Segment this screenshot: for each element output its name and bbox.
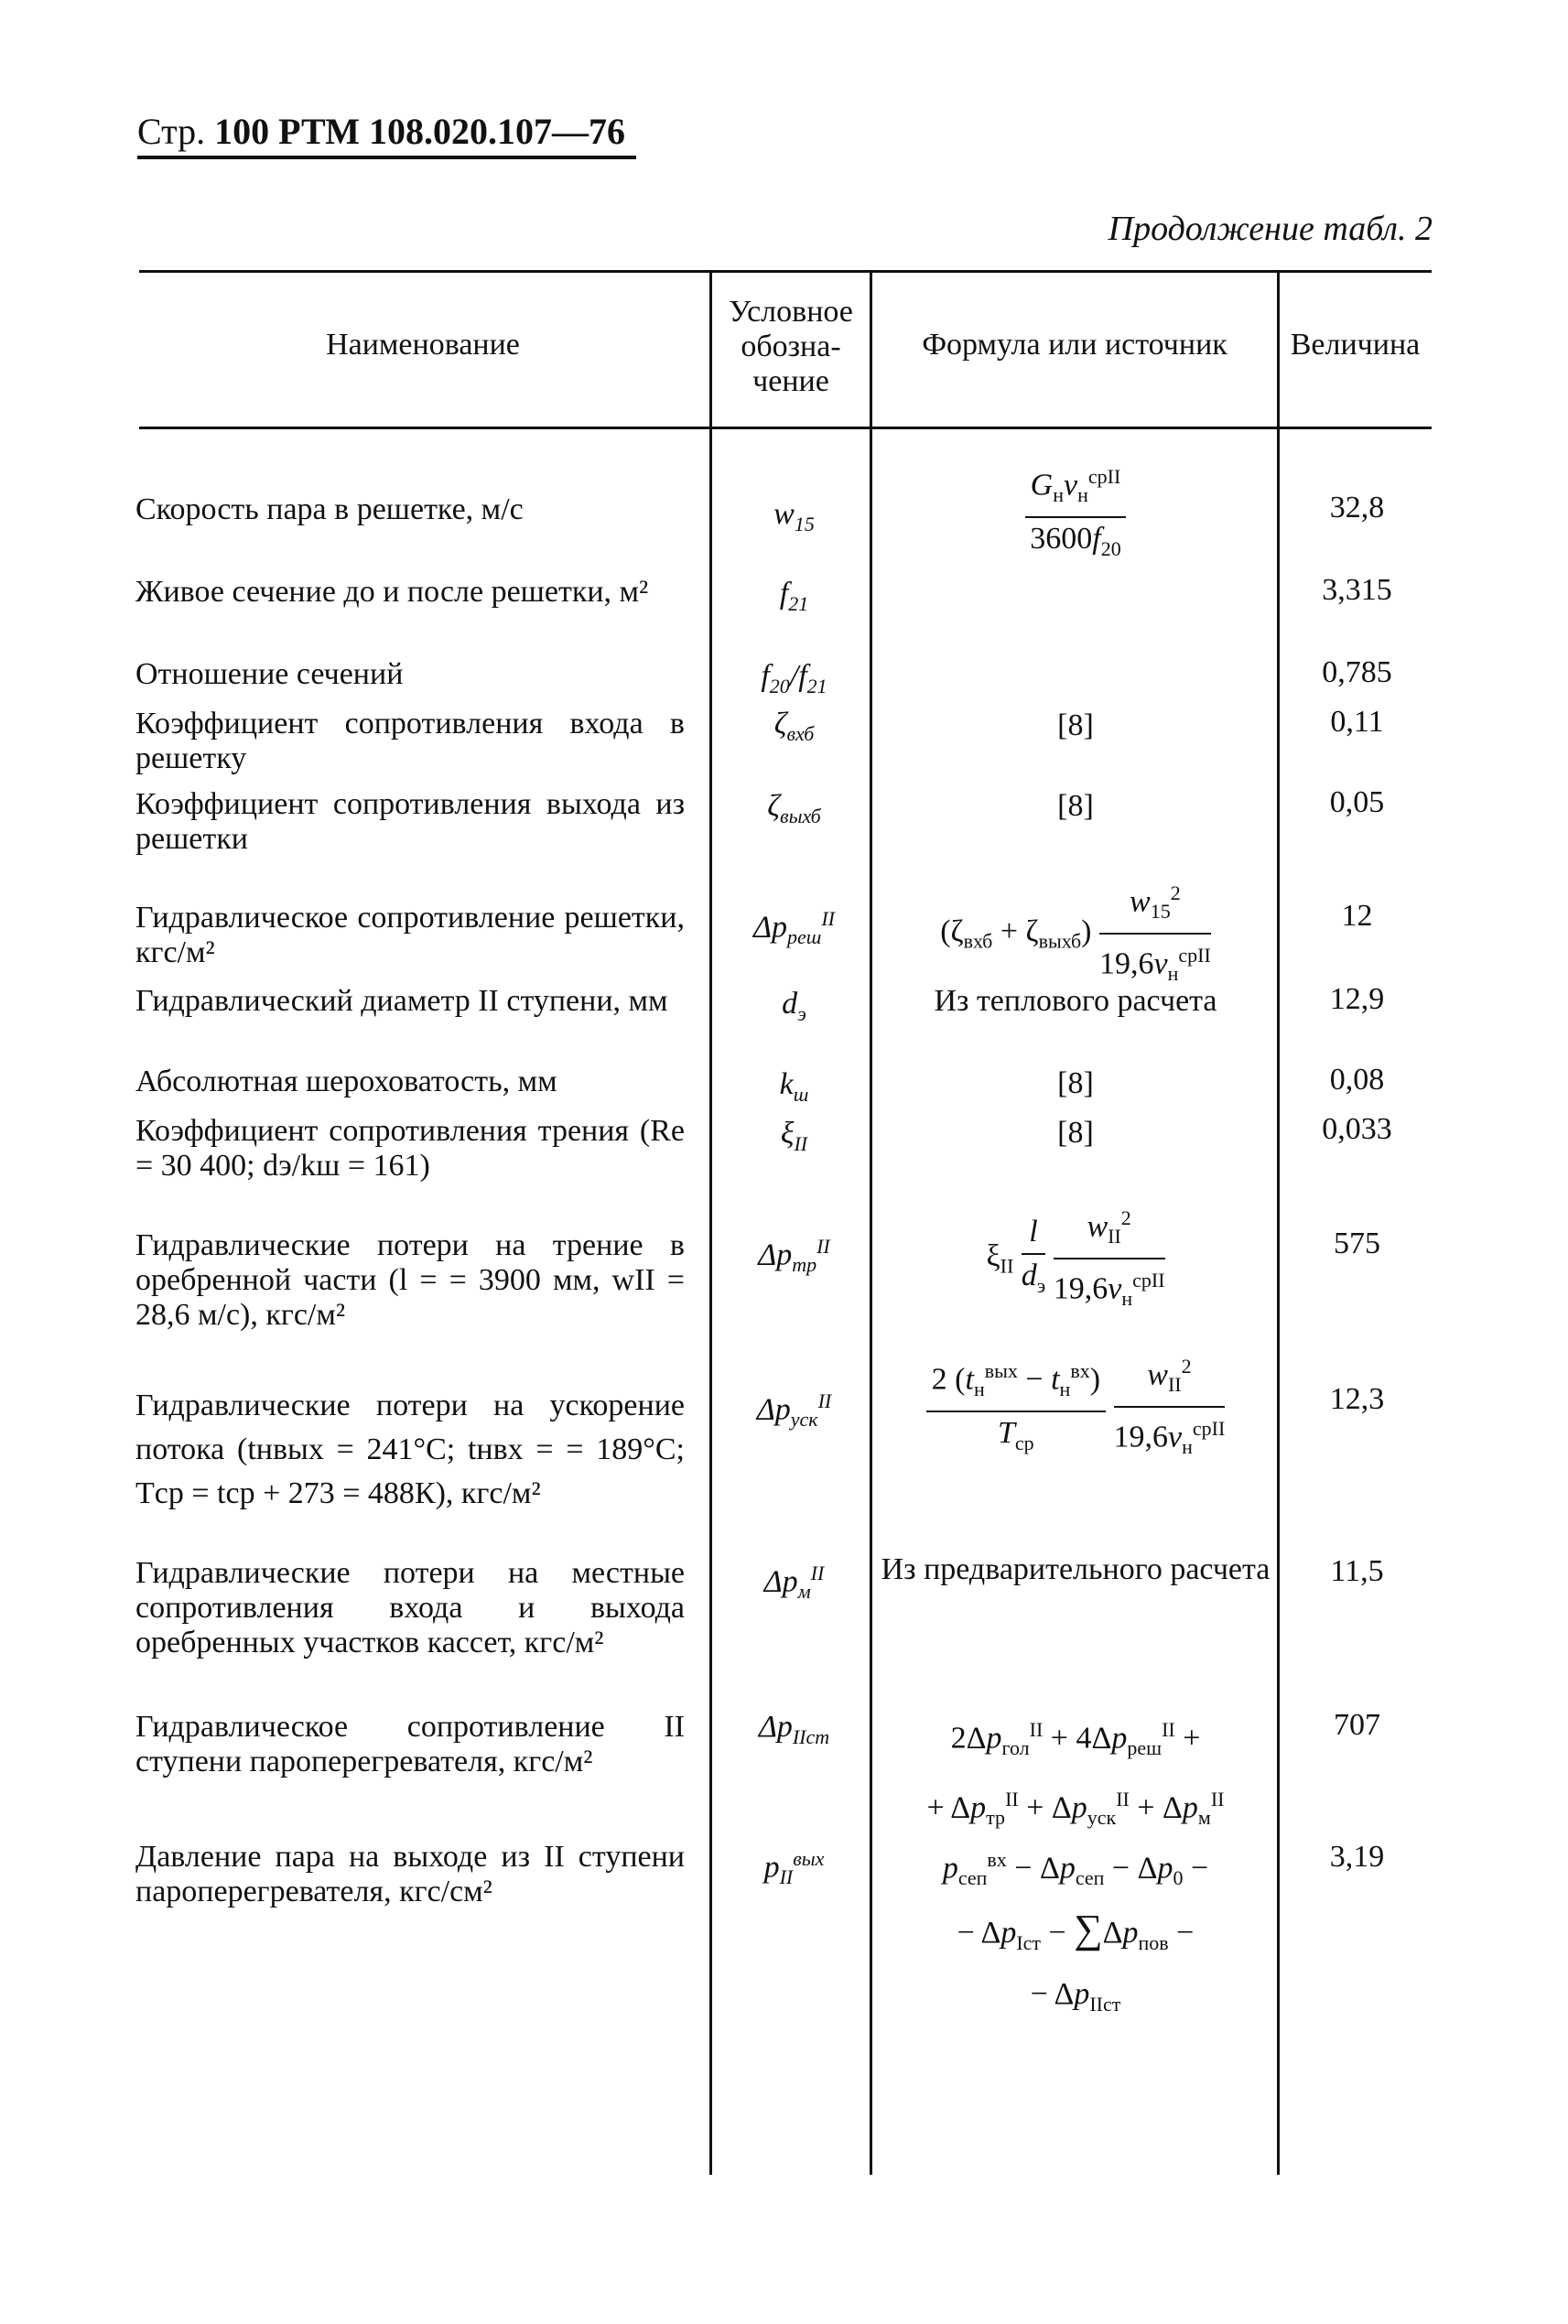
row-symbol: $\Delta p_{тр}^{II}$: [758, 1235, 830, 1277]
row-name: Гидравлическое сопротивление решетки, кгс/м²: [135, 901, 685, 969]
row-formula: $\frac{2 (t_н^{вых} - t_н^{вх})}{T_{ср}}$ $\frac{w_{II}^2}{19,6v_н^{срII}}$: [879, 1347, 1272, 1466]
row-formula: $2\Delta p_{гол}^{II} + 4\Delta p_{реш}^{II}$ + + $\Delta p_{тр}^{II} + \Delta p_{уск}^{II} + \Delta p_м^{II}$: [926, 1718, 1225, 1830]
row-value: 0,05: [1329, 785, 1385, 819]
row-formula: $(\zeta_{вхб} + \zeta_{выхб})$ $\frac{w_{15}^2}{19,6v_н^{срII}}$: [879, 874, 1272, 993]
row-symbol: $\Delta p_{уск}^{II}$: [756, 1389, 832, 1432]
header-underline: [137, 156, 636, 159]
row-symbol: $d_э$: [782, 987, 806, 1025]
table-top-rule: [139, 270, 1432, 273]
row-name: Коэффициент сопротивления выхода из решетки: [135, 787, 685, 856]
col-header-name: Наименование: [326, 328, 520, 362]
row-formula: Из предварительного расчета: [881, 1552, 1271, 1586]
page-number: 100: [214, 111, 270, 152]
row-name: Давление пара на выходе из II ступени пароперегревателя, кгс/см²: [135, 1840, 685, 1908]
row-value: 0,11: [1330, 705, 1384, 739]
row-formula: [8]: [1057, 708, 1094, 742]
row-value: 12,9: [1329, 982, 1385, 1016]
row-formula: [8]: [1057, 1116, 1094, 1150]
row-value: 3,315: [1322, 573, 1392, 607]
row-name: Гидравлический диаметр II ступени, мм: [135, 984, 668, 1018]
row-name: Гидравлические потери на ускорение потока (tнвых = 241°С; tнвх = = 189°С; Tср = tср + 273 = 488К), кгс/м²: [135, 1389, 685, 1510]
row-value: 12: [1341, 899, 1373, 933]
column-divider-3: [1277, 271, 1280, 2175]
page-header: [137, 110, 625, 153]
row-name: Гидравлическое сопротивление II ступени пароперегревателя, кгс/м²: [135, 1710, 685, 1778]
col-header-value: Величина: [1290, 328, 1421, 362]
row-formula: [8]: [1057, 1066, 1094, 1100]
row-symbol: $w_{15}$: [773, 497, 815, 535]
row-symbol: $k_ш$: [779, 1067, 809, 1106]
row-symbol: $\Delta p_{реш}^{II}$: [753, 907, 835, 949]
row-name: Гидравлические потери на трение в оребренной части (l = = 3900 мм, wII = 28,6 м/с), кгс/м²: [135, 1228, 685, 1332]
row-formula: Из теплового расчета: [934, 984, 1217, 1018]
row-name: Отношение сечений: [135, 657, 404, 691]
row-value: 0,08: [1329, 1063, 1385, 1097]
row-name: Скорость пара в решетке, м/с: [135, 492, 524, 526]
page-prefix: Стр.: [137, 111, 206, 152]
row-name: Коэффициент сопротивления трения (Re = 30 400; dэ/kш = 161): [135, 1114, 685, 1183]
row-value: 3,19: [1329, 1840, 1385, 1874]
doc-code: РТМ 108.020.107—76: [278, 111, 625, 152]
row-symbol: $p_{II}^{вых}$: [763, 1847, 825, 1889]
row-name: Гидравлические потери на местные сопротивления входа и выхода оребренных участков кассет, кгс/м²: [135, 1556, 685, 1659]
row-value: 32,8: [1329, 491, 1385, 524]
table-header-rule: [139, 427, 1432, 429]
row-formula: $\xi_{II}$ $\frac{l}{d_э}$ $\frac{w_{II}^2}{19,6v_н^{срII}}$: [879, 1199, 1272, 1318]
row-symbol: $\zeta_{вхб}$: [773, 707, 815, 745]
row-symbol: $f_{20}/f_{21}$: [761, 659, 827, 697]
col-header-formula: Формула или источник: [922, 328, 1227, 362]
row-symbol: $\xi_{II}$: [780, 1117, 808, 1155]
table-continuation: Продолжение табл. 2: [1108, 210, 1433, 248]
column-divider-1: [709, 271, 712, 2175]
row-symbol: $\Delta p_{IIст}$: [758, 1710, 830, 1748]
row-symbol: $\Delta p_м^{II}$: [763, 1562, 825, 1604]
row-formula: [8]: [1057, 789, 1094, 823]
row-value: 0,785: [1322, 655, 1392, 689]
row-formula: $p_{сеп}^{вх} - \Delta p_{сеп} - \Delta p_0$ − − $\Delta p_{Iст} - \sum\Delta p_{пов}$ − − $\Delta p_{IIст}$: [942, 1848, 1209, 2016]
row-value: 0,033: [1322, 1112, 1392, 1146]
row-value: 11,5: [1330, 1554, 1384, 1588]
row-formula: $\frac{G_нv_н^{срII}}{3600f_{20}}$: [879, 458, 1272, 568]
row-symbol: $\zeta_{выхб}$: [767, 789, 821, 827]
row-symbol: $f_{21}$: [779, 577, 809, 615]
col-header-symbol: Условное обозна- чение: [729, 295, 853, 398]
row-value: 575: [1334, 1227, 1380, 1260]
row-name: Коэффициент сопротивления входа в решетку: [135, 707, 685, 775]
row-value: 12,3: [1329, 1382, 1385, 1416]
row-value: 707: [1334, 1708, 1380, 1742]
row-name: Живое сечение до и после решетки, м²: [135, 575, 649, 609]
row-name: Абсолютная шероховатость, мм: [135, 1065, 557, 1098]
